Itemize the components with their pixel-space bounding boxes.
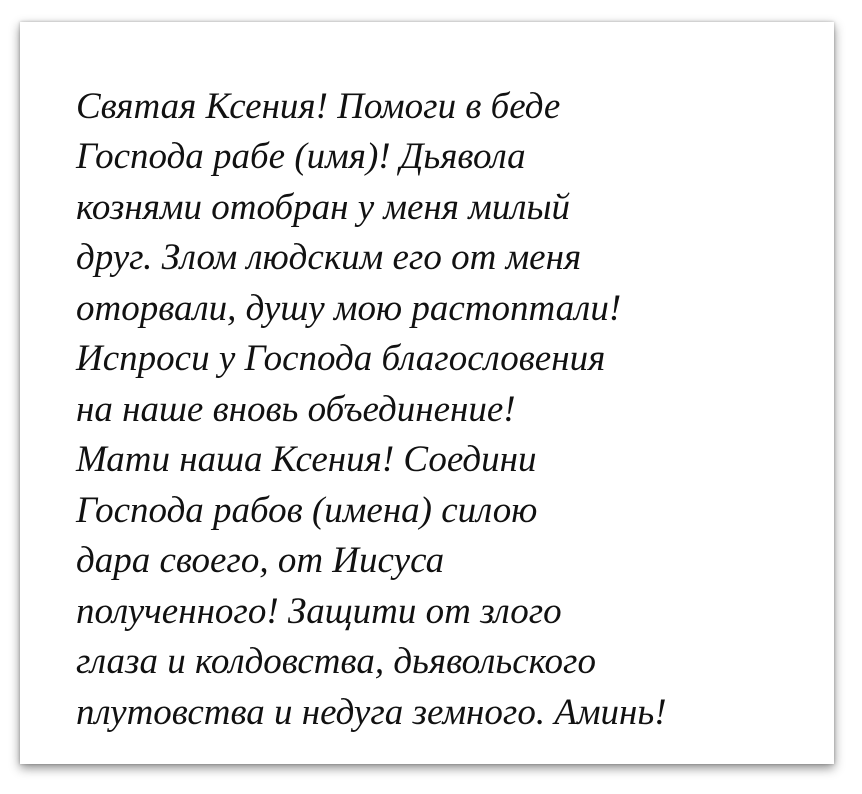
prayer-line: полученного! Защити от злого [76, 591, 562, 632]
prayer-card [20, 22, 834, 764]
prayer-line: Испроси у Господа благословения [76, 338, 606, 379]
prayer-line: друг. Злом людским его от меня [76, 237, 582, 278]
prayer-line: Господа рабов (имена) силою [76, 490, 538, 531]
prayer-line: дара своего, от Иисуса [76, 540, 445, 581]
prayer-line: Господа рабе (имя)! Дьявола [76, 136, 526, 177]
prayer-line: Святая Ксения! Помоги в беде [76, 86, 561, 127]
prayer-line: на наше вновь объединение! [76, 389, 516, 430]
prayer-line: кознями отобран у меня милый [76, 187, 571, 228]
prayer-line: оторвали, душу мою растоптали! [76, 288, 622, 329]
prayer-line: плутовства и недуга земного. Аминь! [76, 692, 667, 733]
prayer-line: глаза и колдовства, дьявольского [76, 641, 596, 682]
prayer-line: Мати наша Ксения! Соедини [76, 439, 537, 480]
